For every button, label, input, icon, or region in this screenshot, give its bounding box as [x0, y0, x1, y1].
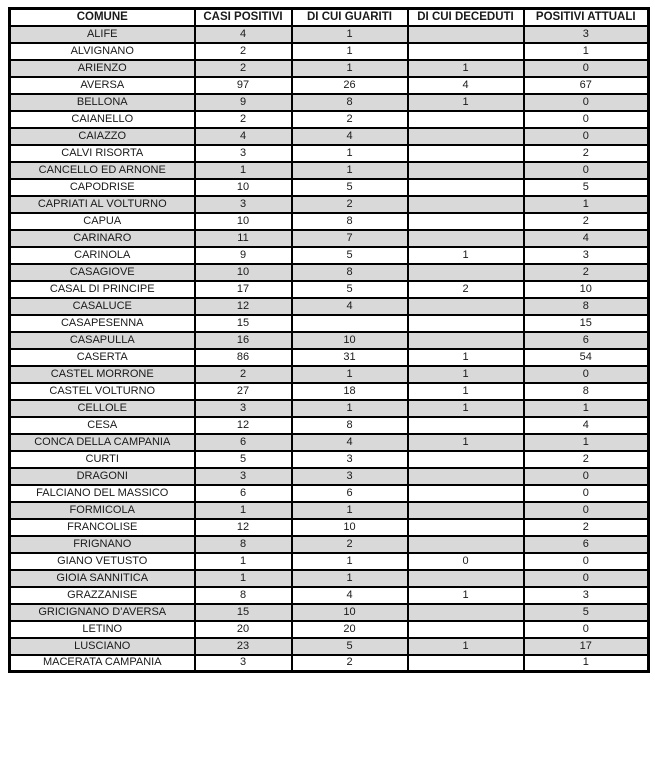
positivi-attuali-cell: 5 [524, 179, 649, 196]
comune-cell: CAIAZZO [10, 128, 195, 145]
casi-positivi-cell: 15 [195, 604, 292, 621]
di-cui-deceduti-cell: 0 [408, 553, 524, 570]
positivi-attuali-cell: 2 [524, 264, 649, 281]
positivi-attuali-cell: 0 [524, 60, 649, 77]
di-cui-deceduti-cell [408, 451, 524, 468]
di-cui-guariti-cell: 4 [292, 434, 408, 451]
positivi-attuali-cell: 0 [524, 366, 649, 383]
comune-cell: MACERATA CAMPANIA [10, 655, 195, 672]
di-cui-guariti-cell: 3 [292, 468, 408, 485]
casi-positivi-cell: 1 [195, 162, 292, 179]
table-row [10, 502, 649, 519]
casi-positivi-cell: 20 [195, 621, 292, 638]
table-row [10, 570, 649, 587]
positivi-attuali-cell: 0 [524, 485, 649, 502]
table-row [10, 519, 649, 536]
positivi-attuali-cell: 0 [524, 468, 649, 485]
di-cui-deceduti-cell [408, 179, 524, 196]
di-cui-deceduti-cell [408, 111, 524, 128]
comune-cell: FRANCOLISE [10, 519, 195, 536]
di-cui-guariti-cell: 8 [292, 264, 408, 281]
di-cui-guariti-cell: 2 [292, 196, 408, 213]
comune-cell: DRAGONI [10, 468, 195, 485]
di-cui-deceduti-cell [408, 536, 524, 553]
di-cui-guariti-cell: 18 [292, 383, 408, 400]
comune-cell: CASAL DI PRINCIPE [10, 281, 195, 298]
di-cui-deceduti-cell: 1 [408, 349, 524, 366]
table-row [10, 621, 649, 638]
positivi-attuali-cell: 6 [524, 536, 649, 553]
comune-cell: FRIGNANO [10, 536, 195, 553]
di-cui-guariti-cell: 26 [292, 77, 408, 94]
positivi-attuali-cell: 1 [524, 43, 649, 60]
comune-cell: GIANO VETUSTO [10, 553, 195, 570]
positivi-attuali-cell: 0 [524, 111, 649, 128]
di-cui-deceduti-cell: 1 [408, 383, 524, 400]
table-row [10, 94, 649, 111]
table-row [10, 77, 649, 94]
column-header-positivi-attuali: POSITIVI ATTUALI [524, 9, 649, 26]
table-row [10, 43, 649, 60]
casi-positivi-cell: 10 [195, 179, 292, 196]
di-cui-deceduti-cell [408, 519, 524, 536]
casi-positivi-cell: 3 [195, 400, 292, 417]
di-cui-guariti-cell: 4 [292, 587, 408, 604]
di-cui-guariti-cell: 2 [292, 655, 408, 672]
di-cui-guariti-cell: 5 [292, 281, 408, 298]
di-cui-deceduti-cell [408, 145, 524, 162]
casi-positivi-cell: 2 [195, 60, 292, 77]
di-cui-guariti-cell: 1 [292, 366, 408, 383]
table-row [10, 298, 649, 315]
table-row [10, 655, 649, 672]
covid-comuni-table [8, 7, 650, 673]
di-cui-deceduti-cell [408, 162, 524, 179]
comune-cell: CANCELLO ED ARNONE [10, 162, 195, 179]
positivi-attuali-cell: 10 [524, 281, 649, 298]
casi-positivi-cell: 1 [195, 570, 292, 587]
casi-positivi-cell: 12 [195, 298, 292, 315]
casi-positivi-cell: 2 [195, 366, 292, 383]
di-cui-deceduti-cell: 1 [408, 400, 524, 417]
casi-positivi-cell: 8 [195, 587, 292, 604]
di-cui-deceduti-cell: 1 [408, 94, 524, 111]
comune-cell: CASTEL MORRONE [10, 366, 195, 383]
di-cui-deceduti-cell [408, 655, 524, 672]
di-cui-deceduti-cell [408, 26, 524, 43]
di-cui-guariti-cell: 1 [292, 60, 408, 77]
positivi-attuali-cell: 0 [524, 570, 649, 587]
comune-cell: CESA [10, 417, 195, 434]
comune-cell: CASAGIOVE [10, 264, 195, 281]
positivi-attuali-cell: 6 [524, 332, 649, 349]
table-row [10, 434, 649, 451]
di-cui-guariti-cell: 1 [292, 145, 408, 162]
casi-positivi-cell: 2 [195, 111, 292, 128]
positivi-attuali-cell: 1 [524, 655, 649, 672]
di-cui-deceduti-cell: 4 [408, 77, 524, 94]
table-row [10, 468, 649, 485]
comune-cell: ALIFE [10, 26, 195, 43]
comune-cell: ALVIGNANO [10, 43, 195, 60]
table-row [10, 230, 649, 247]
positivi-attuali-cell: 2 [524, 451, 649, 468]
casi-positivi-cell: 10 [195, 213, 292, 230]
di-cui-deceduti-cell: 2 [408, 281, 524, 298]
positivi-attuali-cell: 15 [524, 315, 649, 332]
column-header-di-cui-guariti: DI CUI GUARITI [292, 9, 408, 26]
di-cui-guariti-cell: 7 [292, 230, 408, 247]
table-row [10, 26, 649, 43]
di-cui-guariti-cell: 5 [292, 179, 408, 196]
comune-cell: ARIENZO [10, 60, 195, 77]
comune-cell: CAPODRISE [10, 179, 195, 196]
table-row [10, 553, 649, 570]
table-row [10, 60, 649, 77]
table-header-row [10, 9, 649, 26]
di-cui-guariti-cell: 1 [292, 26, 408, 43]
di-cui-deceduti-cell: 1 [408, 587, 524, 604]
table-row [10, 332, 649, 349]
positivi-attuali-cell: 0 [524, 94, 649, 111]
positivi-attuali-cell: 1 [524, 196, 649, 213]
di-cui-guariti-cell: 1 [292, 400, 408, 417]
table-row [10, 383, 649, 400]
di-cui-guariti-cell: 31 [292, 349, 408, 366]
comune-cell: CARINOLA [10, 247, 195, 264]
table-row [10, 179, 649, 196]
casi-positivi-cell: 2 [195, 43, 292, 60]
comune-cell: CASTEL VOLTURNO [10, 383, 195, 400]
positivi-attuali-cell: 2 [524, 145, 649, 162]
table-row [10, 145, 649, 162]
positivi-attuali-cell: 0 [524, 502, 649, 519]
di-cui-deceduti-cell: 1 [408, 60, 524, 77]
di-cui-guariti-cell: 4 [292, 298, 408, 315]
table-row [10, 536, 649, 553]
casi-positivi-cell: 11 [195, 230, 292, 247]
positivi-attuali-cell: 2 [524, 213, 649, 230]
casi-positivi-cell: 12 [195, 417, 292, 434]
comune-cell: CAPUA [10, 213, 195, 230]
comune-cell: CARINARO [10, 230, 195, 247]
comune-cell: CAPRIATI AL VOLTURNO [10, 196, 195, 213]
comune-cell: CURTI [10, 451, 195, 468]
positivi-attuali-cell: 3 [524, 587, 649, 604]
di-cui-guariti-cell: 10 [292, 604, 408, 621]
comune-cell: LUSCIANO [10, 638, 195, 655]
positivi-attuali-cell: 1 [524, 434, 649, 451]
casi-positivi-cell: 10 [195, 264, 292, 281]
di-cui-guariti-cell: 1 [292, 43, 408, 60]
positivi-attuali-cell: 0 [524, 621, 649, 638]
positivi-attuali-cell: 4 [524, 230, 649, 247]
table-row [10, 587, 649, 604]
column-header-comune: COMUNE [10, 9, 195, 26]
positivi-attuali-cell: 8 [524, 298, 649, 315]
di-cui-guariti-cell: 2 [292, 111, 408, 128]
di-cui-guariti-cell: 1 [292, 502, 408, 519]
casi-positivi-cell: 9 [195, 247, 292, 264]
casi-positivi-cell: 86 [195, 349, 292, 366]
di-cui-guariti-cell: 6 [292, 485, 408, 502]
comune-cell: CASALUCE [10, 298, 195, 315]
comune-cell: GRICIGNANO D'AVERSA [10, 604, 195, 621]
comune-cell: CONCA DELLA CAMPANIA [10, 434, 195, 451]
positivi-attuali-cell: 3 [524, 26, 649, 43]
positivi-attuali-cell: 0 [524, 162, 649, 179]
comune-cell: CALVI RISORTA [10, 145, 195, 162]
di-cui-deceduti-cell [408, 213, 524, 230]
column-header-di-cui-deceduti: DI CUI DECEDUTI [408, 9, 524, 26]
di-cui-deceduti-cell [408, 502, 524, 519]
di-cui-deceduti-cell [408, 43, 524, 60]
di-cui-deceduti-cell [408, 485, 524, 502]
table-row [10, 417, 649, 434]
comune-cell: CASAPESENNA [10, 315, 195, 332]
table-row [10, 162, 649, 179]
table-row [10, 349, 649, 366]
di-cui-deceduti-cell: 1 [408, 247, 524, 264]
table-row [10, 128, 649, 145]
table-row [10, 451, 649, 468]
positivi-attuali-cell: 8 [524, 383, 649, 400]
di-cui-guariti-cell: 10 [292, 332, 408, 349]
casi-positivi-cell: 5 [195, 451, 292, 468]
casi-positivi-cell: 9 [195, 94, 292, 111]
positivi-attuali-cell: 17 [524, 638, 649, 655]
di-cui-deceduti-cell: 1 [408, 434, 524, 451]
comune-cell: CELLOLE [10, 400, 195, 417]
di-cui-deceduti-cell [408, 128, 524, 145]
di-cui-guariti-cell: 1 [292, 553, 408, 570]
table-row [10, 366, 649, 383]
di-cui-guariti-cell: 3 [292, 451, 408, 468]
casi-positivi-cell: 4 [195, 128, 292, 145]
comune-cell: BELLONA [10, 94, 195, 111]
comune-cell: FORMICOLA [10, 502, 195, 519]
table-row [10, 196, 649, 213]
di-cui-deceduti-cell: 1 [408, 366, 524, 383]
di-cui-guariti-cell: 1 [292, 570, 408, 587]
positivi-attuali-cell: 5 [524, 604, 649, 621]
di-cui-guariti-cell: 8 [292, 417, 408, 434]
casi-positivi-cell: 3 [195, 145, 292, 162]
casi-positivi-cell: 3 [195, 468, 292, 485]
table-row [10, 111, 649, 128]
positivi-attuali-cell: 0 [524, 553, 649, 570]
di-cui-deceduti-cell [408, 621, 524, 638]
casi-positivi-cell: 1 [195, 502, 292, 519]
casi-positivi-cell: 3 [195, 196, 292, 213]
casi-positivi-cell: 17 [195, 281, 292, 298]
positivi-attuali-cell: 4 [524, 417, 649, 434]
positivi-attuali-cell: 1 [524, 400, 649, 417]
di-cui-deceduti-cell [408, 332, 524, 349]
casi-positivi-cell: 12 [195, 519, 292, 536]
positivi-attuali-cell: 2 [524, 519, 649, 536]
di-cui-guariti-cell: 20 [292, 621, 408, 638]
di-cui-guariti-cell: 8 [292, 94, 408, 111]
table-row [10, 264, 649, 281]
di-cui-deceduti-cell [408, 604, 524, 621]
casi-positivi-cell: 6 [195, 485, 292, 502]
casi-positivi-cell: 3 [195, 655, 292, 672]
comune-cell: AVERSA [10, 77, 195, 94]
di-cui-deceduti-cell [408, 315, 524, 332]
table-row [10, 604, 649, 621]
di-cui-deceduti-cell [408, 417, 524, 434]
di-cui-guariti-cell: 8 [292, 213, 408, 230]
comune-cell: CASAPULLA [10, 332, 195, 349]
casi-positivi-cell: 97 [195, 77, 292, 94]
di-cui-guariti-cell [292, 315, 408, 332]
casi-positivi-cell: 23 [195, 638, 292, 655]
table-row [10, 485, 649, 502]
di-cui-deceduti-cell [408, 196, 524, 213]
casi-positivi-cell: 4 [195, 26, 292, 43]
di-cui-guariti-cell: 4 [292, 128, 408, 145]
di-cui-guariti-cell: 5 [292, 247, 408, 264]
table-row [10, 281, 649, 298]
positivi-attuali-cell: 54 [524, 349, 649, 366]
column-header-casi-positivi: CASI POSITIVI [195, 9, 292, 26]
di-cui-deceduti-cell [408, 264, 524, 281]
casi-positivi-cell: 27 [195, 383, 292, 400]
table-row [10, 247, 649, 264]
casi-positivi-cell: 6 [195, 434, 292, 451]
di-cui-deceduti-cell [408, 298, 524, 315]
di-cui-deceduti-cell [408, 468, 524, 485]
comune-cell: GRAZZANISE [10, 587, 195, 604]
di-cui-guariti-cell: 2 [292, 536, 408, 553]
di-cui-guariti-cell: 1 [292, 162, 408, 179]
table-row [10, 315, 649, 332]
di-cui-deceduti-cell: 1 [408, 638, 524, 655]
table-row [10, 213, 649, 230]
casi-positivi-cell: 1 [195, 553, 292, 570]
casi-positivi-cell: 15 [195, 315, 292, 332]
casi-positivi-cell: 8 [195, 536, 292, 553]
table-row [10, 638, 649, 655]
di-cui-deceduti-cell [408, 230, 524, 247]
di-cui-guariti-cell: 10 [292, 519, 408, 536]
positivi-attuali-cell: 0 [524, 128, 649, 145]
covid-table-body [10, 26, 649, 672]
casi-positivi-cell: 16 [195, 332, 292, 349]
comune-cell: CAIANELLO [10, 111, 195, 128]
comune-cell: GIOIA SANNITICA [10, 570, 195, 587]
positivi-attuali-cell: 3 [524, 247, 649, 264]
di-cui-deceduti-cell [408, 570, 524, 587]
di-cui-guariti-cell: 5 [292, 638, 408, 655]
positivi-attuali-cell: 67 [524, 77, 649, 94]
comune-cell: FALCIANO DEL MASSICO [10, 485, 195, 502]
table-row [10, 400, 649, 417]
covid-comuni-table-container [8, 7, 647, 673]
comune-cell: CASERTA [10, 349, 195, 366]
comune-cell: LETINO [10, 621, 195, 638]
